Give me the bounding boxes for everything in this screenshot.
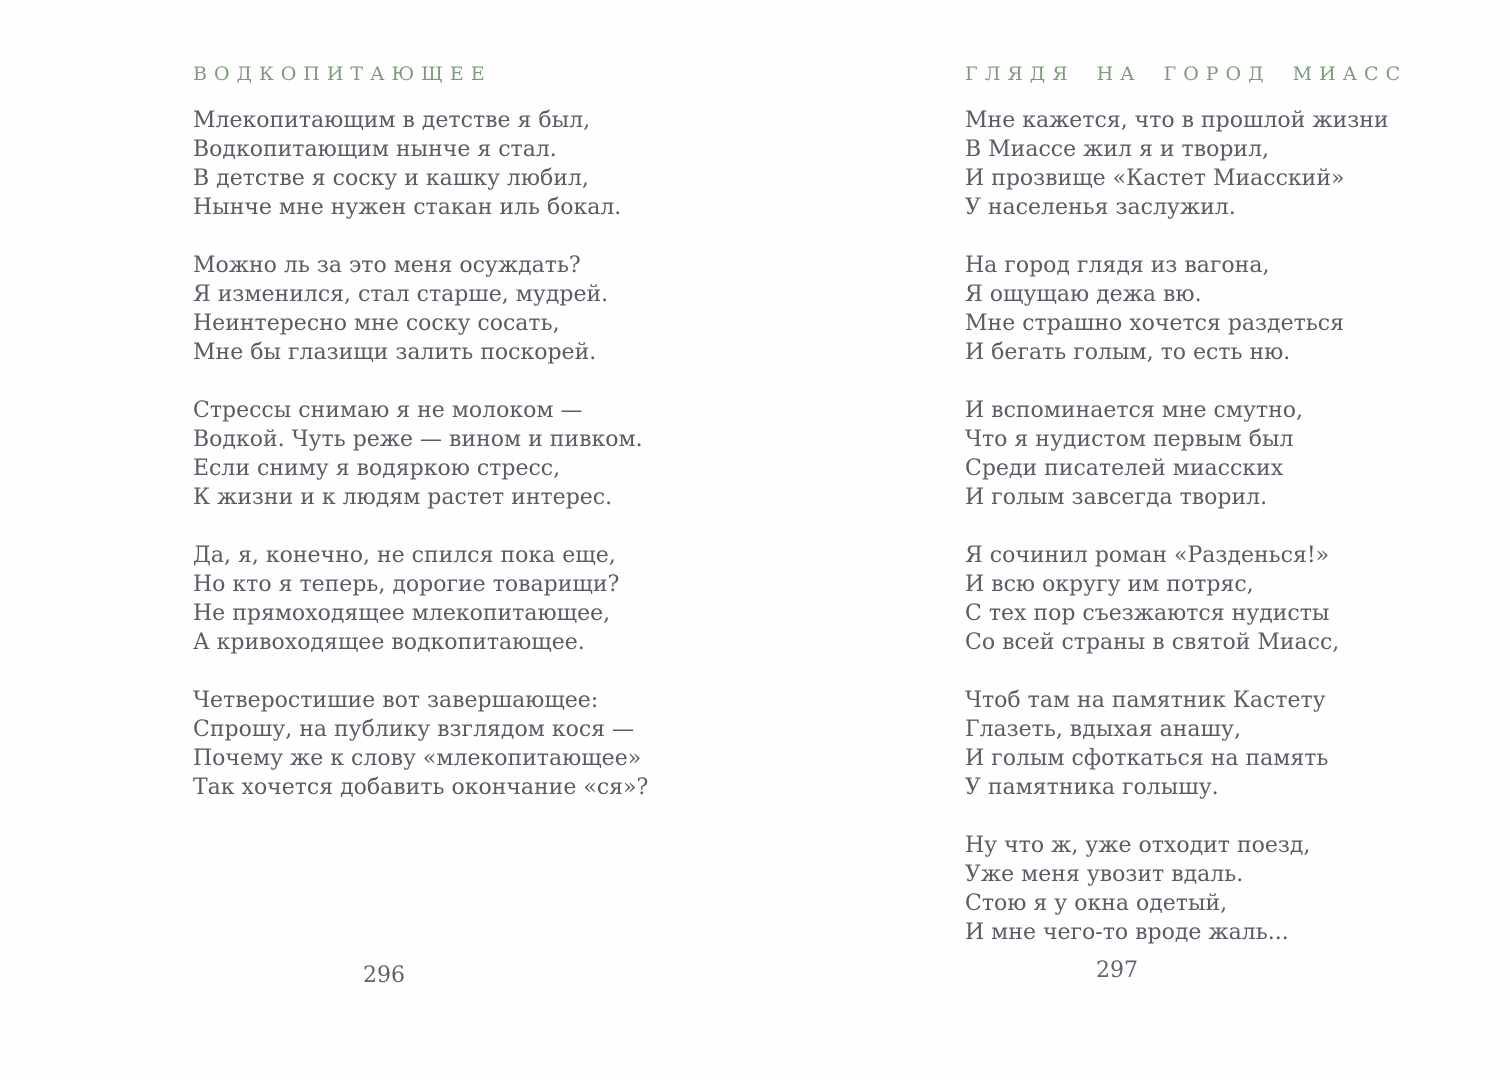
poem-line: Четверостишие вот завершающее:	[193, 688, 599, 713]
poem-line: Стою я у окна одетый,	[965, 891, 1228, 916]
poem-line: Среди писателей миасских	[965, 456, 1284, 481]
page-left	[193, 62, 663, 831]
poem-left	[193, 106, 663, 802]
poem-line: Млекопитающим в детстве я был,	[193, 108, 591, 133]
poem-line: И прозвище «Кастет Миасский»	[965, 166, 1345, 191]
poem-line: Со всей страны в святой Миасс,	[965, 630, 1340, 655]
poem-line: И мне чего-то вроде жаль...	[965, 920, 1289, 945]
poem-line: В детстве я соску и кашку любил,	[193, 166, 589, 191]
poem-line: Что я нудистом первым был	[965, 427, 1294, 452]
poem-line: И голым сфоткаться на память	[965, 746, 1329, 771]
poem-line: Неинтересно мне соску сосать,	[193, 311, 560, 336]
poem-line: У населенья заслужил.	[965, 195, 1236, 220]
poem-line: Я ощущаю дежа вю.	[965, 282, 1202, 307]
poem-line: Если сниму я водяркою стресс,	[193, 456, 561, 481]
poem-line: И вспоминается мне смутно,	[965, 398, 1303, 423]
poem-line: И голым завсегда творил.	[965, 485, 1268, 510]
poem-right	[965, 106, 1435, 947]
poem-line: Так хочется добавить окончание «ся»?	[193, 775, 649, 800]
poem-line: В Миассе жил я и творил,	[965, 137, 1270, 162]
poem-line: А кривоходящее водкопитающее.	[193, 630, 585, 655]
poem-line: Мне кажется, что в прошлой жизни	[965, 108, 1389, 133]
poem-line: Почему же к слову «млекопитающее»	[193, 746, 642, 771]
stanza	[965, 541, 1435, 657]
stanza	[193, 106, 663, 222]
poem-line: С тех пор съезжаются нудисты	[965, 601, 1330, 626]
poem-line: Мне бы глазищи залить поскорей.	[193, 340, 597, 365]
poem-line: Спрошу, на публику взглядом кося —	[193, 717, 635, 742]
poem-line: И бегать голым, то есть ню.	[965, 340, 1291, 365]
poem-line: Стрессы снимаю я не молоком —	[193, 398, 583, 423]
poem-line: Но кто я теперь, дорогие товарищи?	[193, 572, 620, 597]
page-number-right: 297	[1096, 958, 1138, 983]
stanza	[965, 396, 1435, 512]
stanza	[193, 251, 663, 367]
stanza	[965, 831, 1435, 947]
poem-line: Я изменился, стал старше, мудрей.	[193, 282, 609, 307]
poem-line: На город глядя из вагона,	[965, 253, 1270, 278]
poem-line: Можно ль за это меня осуждать?	[193, 253, 581, 278]
poem-line: К жизни и к людям растет интерес.	[193, 485, 613, 510]
poem-title-right: ГЛЯДЯ НА ГОРОД МИАСС	[965, 63, 1408, 85]
poem-line: Глазеть, вдыхая анашу,	[965, 717, 1241, 742]
poem-line: Не прямоходящее млекопитающее,	[193, 601, 611, 626]
poem-line: Мне страшно хочется раздеться	[965, 311, 1344, 336]
stanza	[965, 106, 1435, 222]
poem-title-left: ВОДКОПИТАЮЩЕЕ	[193, 63, 492, 85]
poem-line: Нынче мне нужен стакан иль бокал.	[193, 195, 622, 220]
poem-line: У памятника голышу.	[965, 775, 1219, 800]
poem-line: Чтоб там на памятник Кастету	[965, 688, 1326, 713]
poem-line: Водкопитающим нынче я стал.	[193, 137, 557, 162]
poem-line: Водкой. Чуть реже — вином и пивком.	[193, 427, 643, 452]
stanza	[193, 686, 663, 802]
stanza	[193, 396, 663, 512]
poem-line: Да, я, конечно, не спился пока еще,	[193, 543, 616, 568]
page-number-left: 296	[363, 963, 405, 988]
poem-line: Ну что ж, уже отходит поезд,	[965, 833, 1311, 858]
stanza	[193, 541, 663, 657]
page-right	[965, 62, 1435, 976]
poem-line: Уже меня увозит вдаль.	[965, 862, 1244, 887]
poem-line: И всю округу им потряс,	[965, 572, 1254, 597]
stanza	[965, 251, 1435, 367]
stanza	[965, 686, 1435, 802]
poem-line: Я сочинил роман «Разденься!»	[965, 543, 1330, 568]
